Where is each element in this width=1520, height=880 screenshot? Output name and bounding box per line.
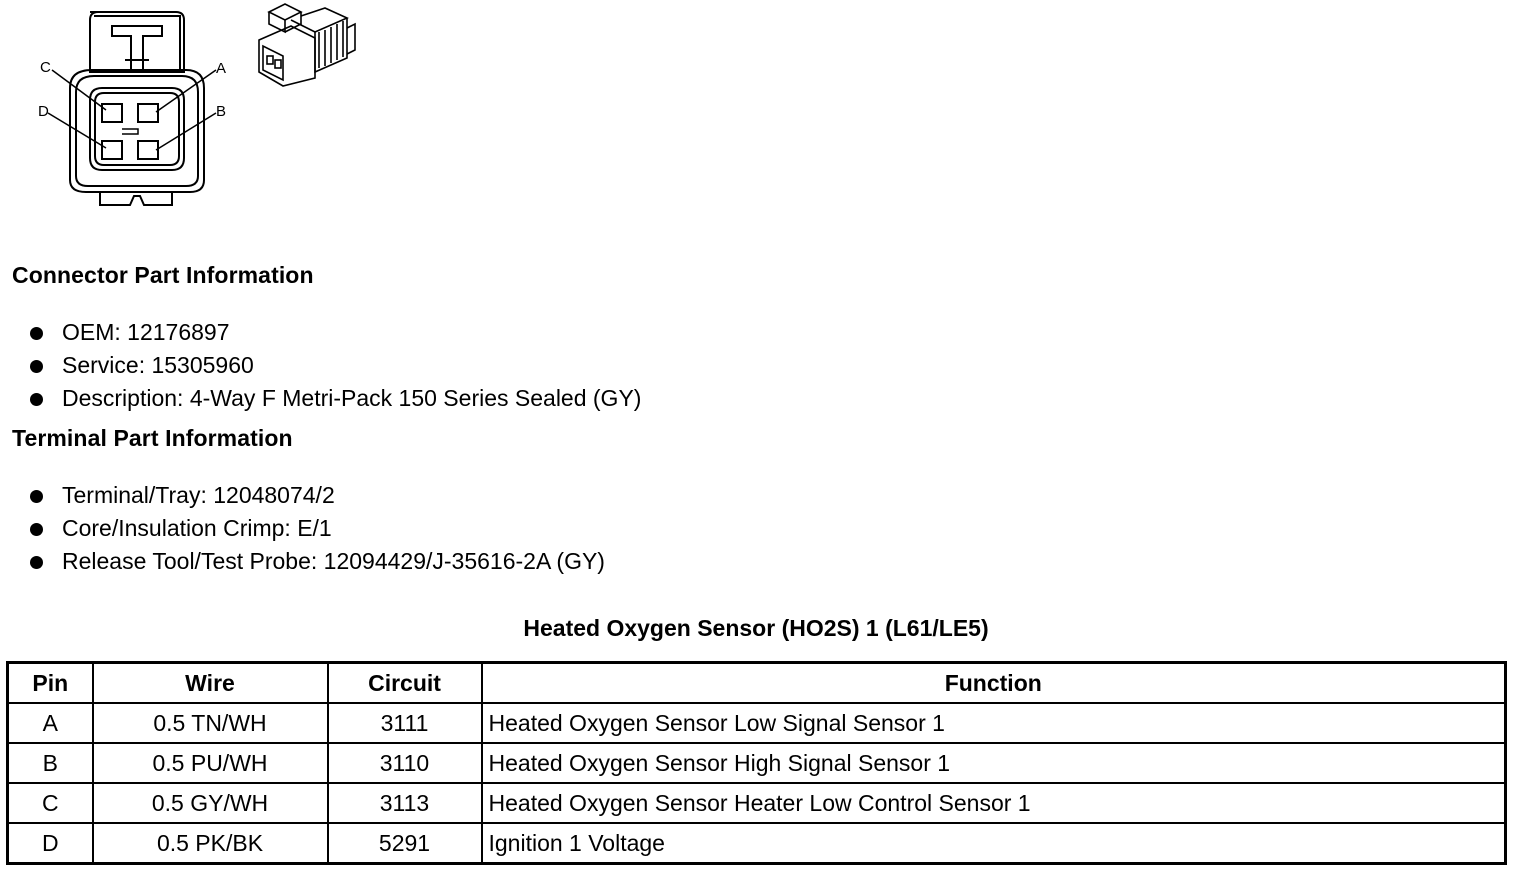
cell-function: Heated Oxygen Sensor High Signal Sensor 1 [482, 743, 1506, 783]
cavity-c [102, 104, 122, 122]
cell-function: Heated Oxygen Sensor Low Signal Sensor 1 [482, 703, 1506, 743]
cell-pin: C [8, 783, 93, 823]
bullet-icon [30, 327, 43, 340]
connector-isometric-thumbnail [255, 2, 360, 87]
list-item: Description: 4-Way F Metri-Pack 150 Series Sealed (GY) [28, 382, 641, 415]
bullet-icon [30, 556, 43, 569]
pinout-table [6, 661, 1507, 865]
bullet-icon [30, 360, 43, 373]
bullet-icon [30, 490, 43, 503]
cell-wire: 0.5 PU/WH [93, 743, 328, 783]
header-circuit: Circuit [328, 663, 482, 704]
cell-circuit: 3113 [328, 783, 482, 823]
pin-label-b: B [216, 103, 227, 120]
bullet-icon [30, 523, 43, 536]
cell-wire: 0.5 PK/BK [93, 823, 328, 864]
table-title: Heated Oxygen Sensor (HO2S) 1 (L61/LE5) [523, 615, 989, 641]
cell-function: Heated Oxygen Sensor Heater Low Control Sensor 1 [482, 783, 1506, 823]
table-header-row [8, 663, 1506, 704]
header-function: Function [482, 663, 1506, 704]
cavity-b [138, 141, 158, 159]
connector-face-diagram [30, 0, 240, 215]
bullet-icon [30, 393, 43, 406]
terminal-info-list [28, 479, 605, 578]
connector-info-heading: Connector Part Information [12, 262, 314, 288]
list-item: OEM: 12176897 [28, 316, 641, 349]
pin-label-a: A [216, 60, 227, 77]
cell-pin: B [8, 743, 93, 783]
list-item: Service: 15305960 [28, 349, 641, 382]
list-item: Release Tool/Test Probe: 12094429/J-35616-2A (GY) [28, 545, 605, 578]
pin-label-c: C [40, 59, 51, 76]
cavity-d [102, 141, 122, 159]
cell-circuit: 5291 [328, 823, 482, 864]
cell-circuit: 3111 [328, 703, 482, 743]
cell-wire: 0.5 TN/WH [93, 703, 328, 743]
connector-info-list [28, 316, 641, 415]
list-item: Core/Insulation Crimp: E/1 [28, 512, 605, 545]
header-wire: Wire [93, 663, 328, 704]
cell-pin: D [8, 823, 93, 864]
terminal-info-heading: Terminal Part Information [12, 425, 293, 451]
cell-pin: A [8, 703, 93, 743]
table-row [8, 823, 1506, 864]
header-pin: Pin [8, 663, 93, 704]
cavity-a [138, 104, 158, 122]
table-row [8, 703, 1506, 743]
cell-wire: 0.5 GY/WH [93, 783, 328, 823]
table-row [8, 743, 1506, 783]
pin-label-d: D [38, 103, 49, 120]
list-item: Terminal/Tray: 12048074/2 [28, 479, 605, 512]
table-row [8, 783, 1506, 823]
cell-circuit: 3110 [328, 743, 482, 783]
cell-function: Ignition 1 Voltage [482, 823, 1506, 864]
